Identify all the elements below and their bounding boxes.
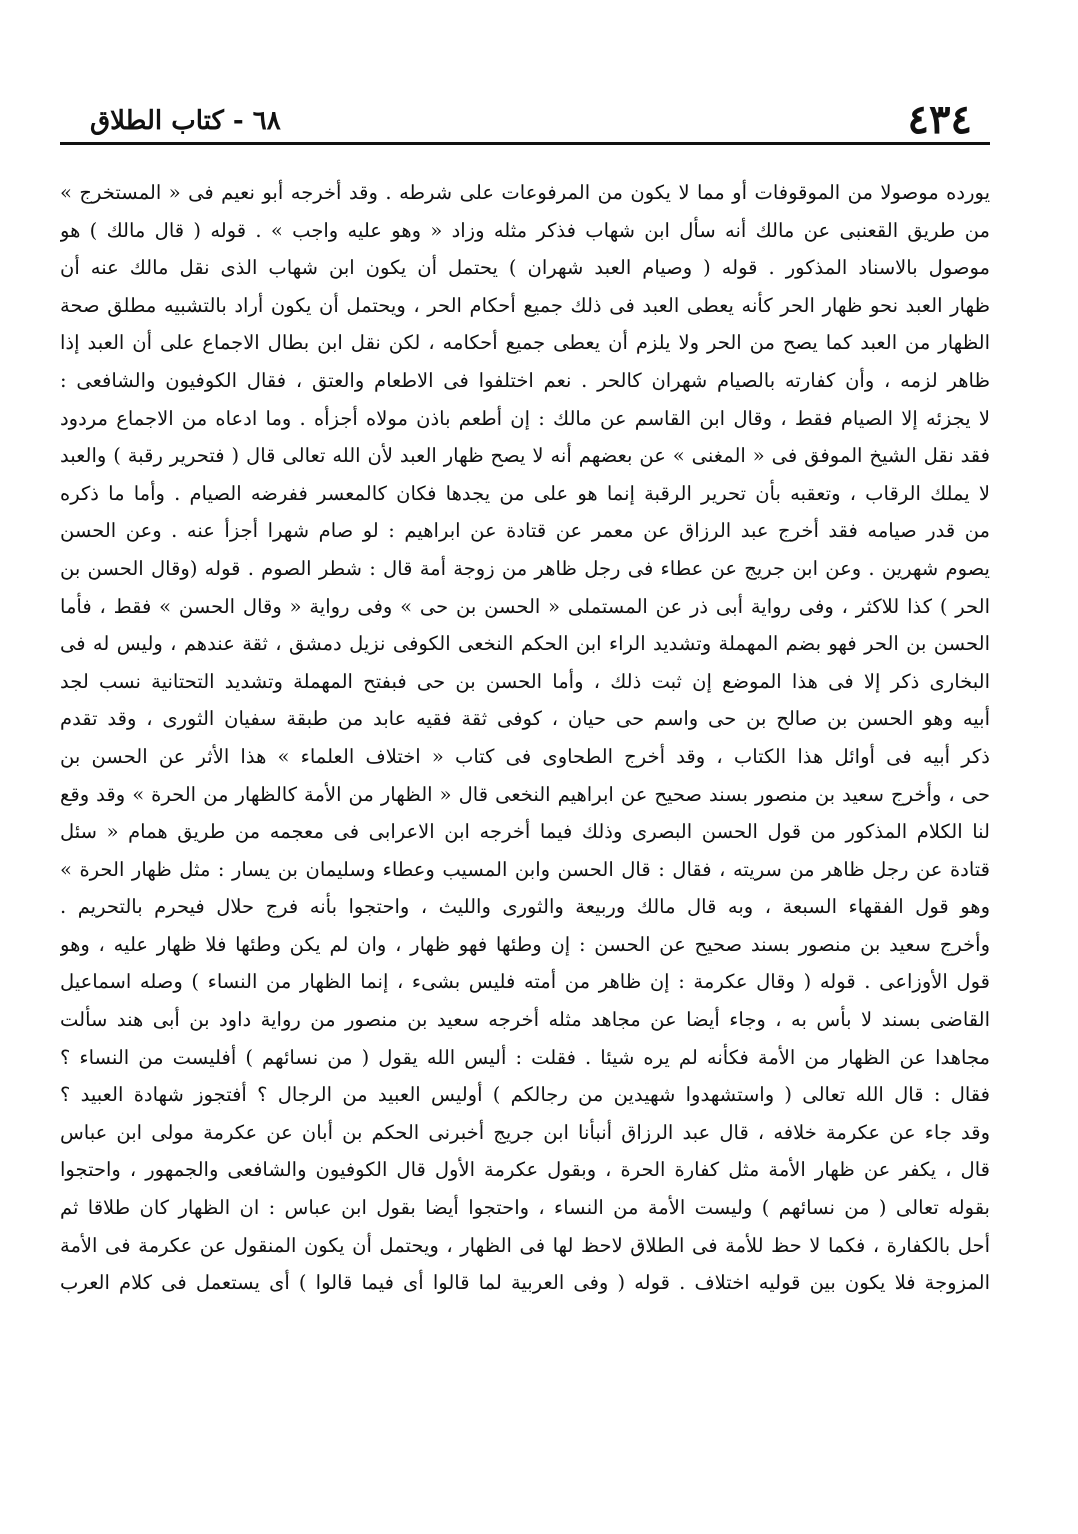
text-line: قول الأوزاعى . قوله ( وقال عكرمة : إن ظاهر من أمته فليس بشىء ، إنما الظهار من النساء ) وصله اسماعيل [60, 970, 990, 994]
text-line: ذكر أبيه فى أوائل هذا الكتاب ، وقد أخرج الطحاوى فى كتاب « اختلاف العلماء » هذا الأثر عن الحسن بن [60, 744, 990, 768]
text-line: وهو قول الفقهاء السبعة ، وبه قال مالك وربيعة والثورى والليث ، واحتجوا بأنه فرج حلال فيحرم بالتحريم . [60, 895, 990, 919]
text-line: يورده موصولا من الموقوفات أو مما لا يكون من المرفوعات على شرطه . وقد أخرجه أبو نعيم فى « المستخرج » [60, 181, 990, 204]
text-line: ظهار العبد نحو ظهار الحر كأنه يعطى العبد فى ذلك جميع أحكام الحر ، ويحتمل أن يكون أراد بالتشبيه مطلق صحة [60, 293, 990, 317]
text-line: وقد جاء عن عكرمة خلافه ، قال عبد الرزاق أنبأنا ابن جريج أخبرنى الحكم بن أبان عن عكرمة مولى ابن عباس [60, 1120, 990, 1144]
text-line: لا يجزئه إلا الصيام فقط ، وقال ابن القاسم عن مالك : إن أطعم باذن مولاه أجزأه . وما ادعاه من الاجماع مردود [60, 406, 990, 430]
text-line: البخارى ذكر إلا فى هذا الموضع إن ثبت ذلك ، وأما الحسن بن حى فبفتح المهملة وتشديد التحتانية نسب لجد [60, 669, 990, 693]
text-line: بقوله تعالى ( من نسائهم ) وليست الأمة من النساء ، واحتجوا أيضا بقول ابن عباس : ان الظهار كان طلاقا ثم [60, 1196, 990, 1220]
text-line: أبيه وهو الحسن بن صالح بن حى واسم حى حيان ، كوفى ثقة فقيه عابد من طبقة سفيان الثورى ، وقد تقدم [60, 707, 990, 731]
body-text [60, 174, 990, 1302]
text-line: يصوم شهرين . وعن ابن جريج عن عطاء فى رجل ظاهر من زوجة أمة قال : شطر الصوم . قوله (وقال الحسن بن [60, 556, 990, 580]
text-line: فقد نقل الشيخ الموفق فى « المغنى » عن بعضهم أنه لا يصح ظهار العبد لأن الله تعالى قال ( فتحرير رقبة ) والعبد [60, 444, 990, 468]
text-line: لنا الكلام المذكور من قول الحسن البصرى وذلك فيما أخرجه ابن الاعرابى فى معجمه من طريق همام « سئل [60, 820, 990, 844]
running-title: ٦٨ - كتاب الطلاق [90, 106, 281, 136]
text-line: الحر ) كذا للاكثر ، وفى رواية أبى ذر عن المستملى « الحسن بن حى » وفى رواية « وقال الحسن » فقط ، فأما [60, 594, 990, 618]
text-line: الظهار من العبد كما يصح من الحر ولا يلزم أن يعطى جميع أحكامه ، لكن نقل ابن بطال الاجماع على أن العبد إذا [60, 331, 990, 355]
text-line: من طريق القعنبى عن مالك أنه سأل ابن شهاب فذكر مثله وزاد « وهو عليه واجب » . قوله ( قال مالك ) هو [60, 218, 990, 242]
text-line: موصول بالاسناد المذكور . قوله ( وصيام العبد شهران ) يحتمل أن يكون ابن شهاب الذى نقل مالك عنه أن [60, 256, 990, 280]
text-line: القاضى بسند لا بأس به ، وجاء أيضا عن مجاهد مثله أخرجه سعيد بن منصور من رواية داود بن أبى هند سألت [60, 1008, 990, 1032]
book-page [60, 78, 990, 1498]
text-line: أحل بالكفارة ، فكما لا حظ للأمة فى الطلاق لاحظ لها فى الظهار ، ويحتمل أن يكون المنقول عن عكرمة فى الأمة [60, 1233, 990, 1257]
text-line: مجاهدا عن الظهار من الأمة فكأنه لم يره شيئا . فقلت : أليس الله يقول ( من نسائهم ) أفليست من النساء ؟ [60, 1045, 990, 1069]
text-line: فقال : قال الله تعالى ( واستشهدوا شهيدين من رجالكم ) أوليس العبيد من الرجال ؟ أفتجوز شهادة العبيد ؟ [60, 1083, 990, 1107]
page-number: ٤٣٤ [907, 96, 972, 143]
text-line: قتادة عن رجل ظاهر من سريته ، فقال : قال الحسن وابن المسيب وعطاء وسليمان بن يسار : مثل ظهار الحرة » [60, 857, 990, 881]
text-line: لا يملك الرقاب ، وتعقبه بأن تحرير الرقبة إنما هو على من يجدها فكان كالمعسر ففرضه الصيام . وأما ما ذكره [60, 481, 990, 505]
header-rule [60, 142, 990, 145]
page-header [60, 78, 990, 143]
text-line: وأخرج سعيد بن منصور بسند صحيح عن الحسن : إن وطئها فهو ظهار ، وان لم يكن وطئها فلا ظهار عليه ، وهو [60, 932, 990, 956]
text-line: قال ، يكفر عن ظهار الأمة مثل كفارة الحرة ، وبقول عكرمة الأول قال الكوفيون والشافعى والجمهور ، واحتجوا [60, 1158, 990, 1182]
text-line: من قدر صيامه فقد أخرج عبد الرزاق عن معمر عن قتادة عن ابراهيم : لو صام شهرا أجزأ عنه . وعن الحسن [60, 519, 990, 543]
text-line: حى ، وأخرج سعيد بن منصور بسند صحيح عن ابراهيم النخعى قال « الظهار من الأمة كالظهار من الحرة » وقد وقع [60, 782, 990, 806]
text-line: المزوجة فلا يكون بين قوليه اختلاف . قوله ( وفى العربية لما قالوا أى فيما قالوا ) أى يستعمل فى كلام العرب [60, 1271, 990, 1295]
text-line: ظاهر لزمه ، وأن كفارته بالصيام شهران كالحر . نعم اختلفوا فى الاطعام والعتق ، فقال الكوفيون والشافعى : [60, 368, 990, 392]
text-line: الحسن بن الحر فهو بضم المهملة وتشديد الراء ابن الحكم النخعى الكوفى نزيل دمشق ، ثقة عندهم ، وليس له فى [60, 632, 990, 656]
